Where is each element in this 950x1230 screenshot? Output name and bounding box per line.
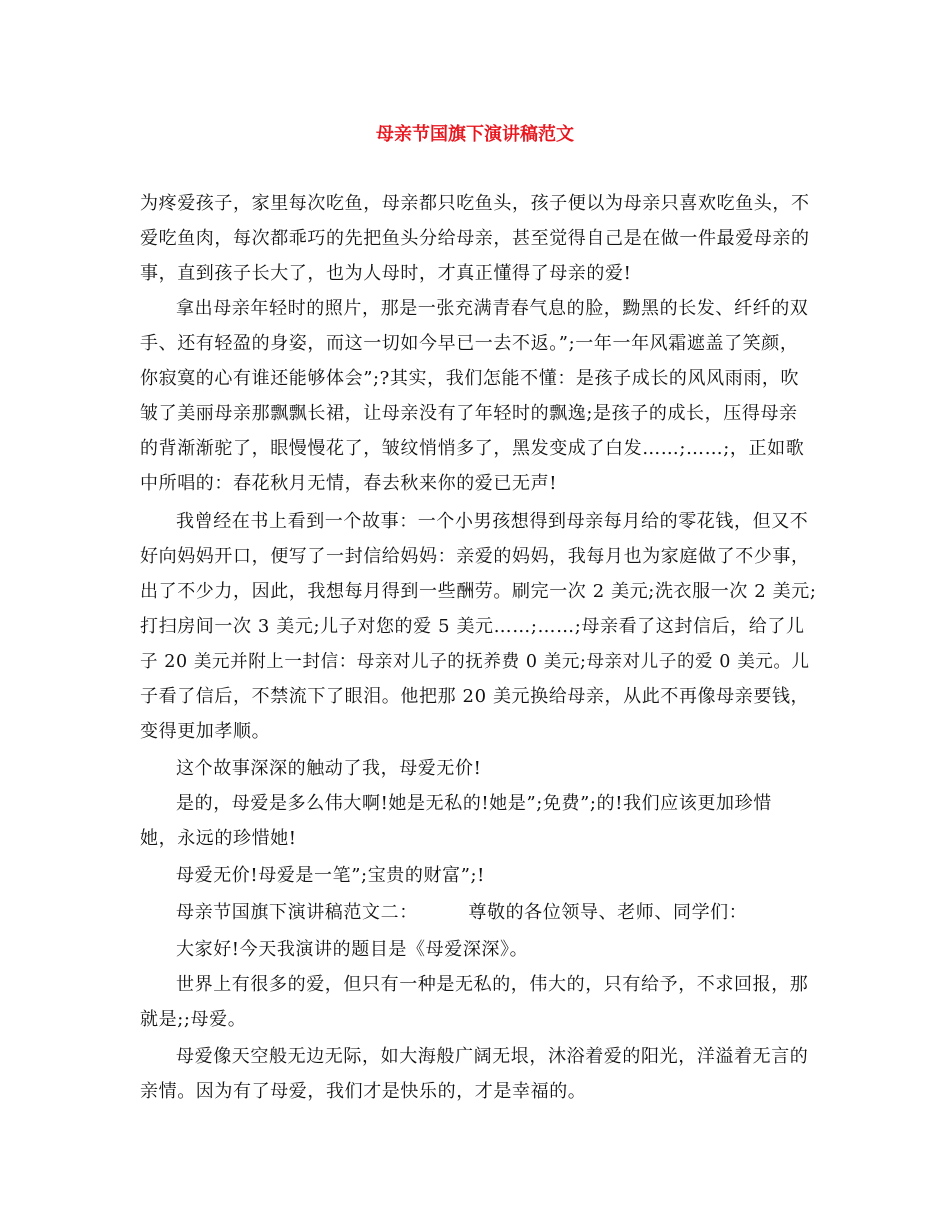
document-title: 母亲节国旗下演讲稿范文 — [376, 124, 574, 145]
text-line: 变得更加孝顺。 — [140, 721, 271, 742]
text-line: 事，直到孩子长大了，也为人母时，才真正懂得了母亲的爱! — [140, 263, 632, 284]
paragraph-first-line: 母爱像天空般无边无际，如大海般广阔无垠，沐浴着爱的阳光，洋溢着无言的 — [176, 1046, 809, 1067]
text-line: 出了不少力，因此，我想每月得到一些酬劳。刷完一次 2 美元;洗衣服一次 2 美元; — [140, 581, 817, 602]
paragraph-first-line: 我曾经在书上看到一个故事：一个小男孩想得到母亲每月给的零花钱，但又不 — [176, 511, 809, 532]
text-line: 的背渐渐驼了，眼慢慢花了，皱纹悄悄多了，黑发变成了白发……;……;，正如歌 — [140, 438, 805, 459]
text-line: 亲情。因为有了母爱，我们才是快乐的，才是幸福的。 — [140, 1081, 587, 1102]
paragraph-first-line: 母亲节国旗下演讲稿范文二： 尊敬的各位领导、老师、同学们： — [176, 902, 748, 923]
paragraph-first-line: 这个故事深深的触动了我，母爱无价! — [176, 758, 482, 779]
text-line: 皱了美丽母亲那飘飘长裙，让母亲没有了年轻时的飘逸;是孩子的成长，压得母亲 — [140, 403, 798, 424]
text-line: 她，永远的珍惜她! — [140, 828, 297, 849]
paragraph-first-line: 世界上有很多的爱，但只有一种是无私的，伟大的，只有给予，不求回报，那 — [176, 974, 809, 995]
paragraph-first-line: 拿出母亲年轻时的照片，那是一张充满青春气息的脸，黝黑的长发、纤纤的双 — [176, 298, 809, 319]
text-line: 就是;;母爱。 — [140, 1009, 247, 1030]
text-line: 子看了信后，不禁流下了眼泪。他把那 20 美元换给母亲，从此不再像母亲要钱， — [140, 686, 810, 707]
text-line: 为疼爱孩子，家里每次吃鱼，母亲都只吃鱼头，孩子便以为母亲只喜欢吃鱼头，不 — [140, 193, 810, 214]
text-line: 你寂寞的心有谁还能够体会”;?其实，我们怎能不懂：是孩子成长的风风雨雨，吹 — [140, 368, 800, 389]
text-line: 子 20 美元并附上一封信：母亲对儿子的抚养费 0 美元;母亲对儿子的爱 0 美元。儿 — [140, 652, 810, 672]
text-line: 好向妈妈开口，便写了一封信给妈妈：亲爱的妈妈，我每月也为家庭做了不少事， — [140, 546, 810, 567]
paragraph-first-line: 大家好!今天我演讲的题目是《母爱深深》。 — [176, 939, 529, 960]
text-line: 打扫房间一次 3 美元;儿子对您的爱 5 美元……;……;母亲看了这封信后，给了儿 — [140, 616, 805, 637]
text-line: 手、还有轻盈的身姿，而这一切如今早已一去不返。”;一年一年风霜遮盖了笑颜， — [140, 333, 799, 354]
paragraph-first-line: 是的，母爱是多么伟大啊!她是无私的!她是”;免费”;的!我们应该更加珍惜 — [176, 793, 772, 814]
text-line: 爱吃鱼肉，每次都乖巧的先把鱼头分给母亲，甚至觉得自己是在做一件最爱母亲的 — [140, 228, 810, 249]
paragraph-first-line: 母爱无价!母爱是一笔”;宝贵的财富”;! — [176, 865, 485, 886]
text-line: 中所唱的：春花秋月无情，春去秋来你的爱已无声! — [140, 473, 558, 494]
